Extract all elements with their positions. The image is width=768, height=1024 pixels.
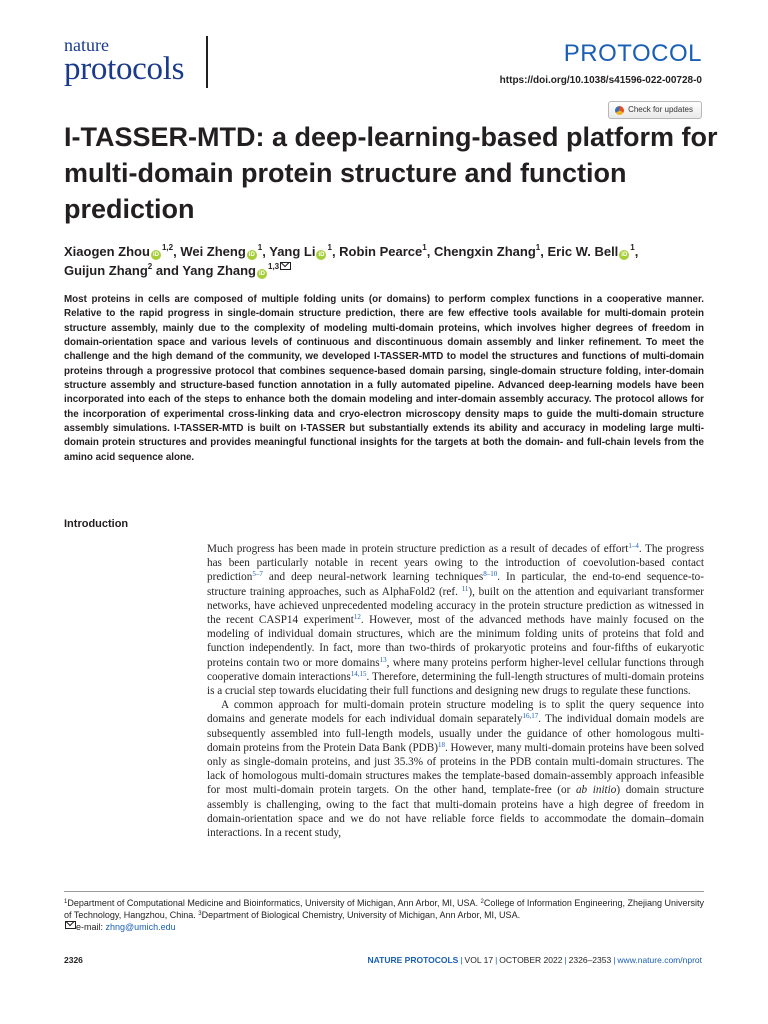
- affiliation-number: 1: [257, 243, 263, 252]
- separator: |: [495, 955, 498, 965]
- text-run: Much progress has been made in protein structure prediction as a result of decades of effort: [207, 543, 629, 555]
- text-run: . However, many multi-domain proteins have been solved only as single-domain proteins, and just 35.3% of proteins in the PDB contain multi-domain structures. The lack of homologous multi-domain structures makes the template-based domain-assembly approach infeasible for most multi-domain protein targets. On the other hand, template-free (or: [207, 741, 704, 797]
- envelope-icon[interactable]: [280, 262, 291, 270]
- text-run: . Therefore, determining the full-length structures of multi-domain proteins is a crucial step towards elucidating their full functions and designing new drugs to regulate these functions.: [207, 670, 704, 698]
- text-run: and deep neural-network learning techniques: [262, 571, 484, 584]
- author-list: Xiaogen Zhou iD$^{1,2}$, Wei Zheng $iD^1$, Yang Li $iD^1$, Robin Pearce$^1$, Chengxin Zhang$^1$, Eric W. Bell $iD^1$, Guijun Zhang$^2$ and Yang Zhang iD$^{1,3}$: [64, 243, 639, 278]
- citation-ref[interactable]: 13: [379, 655, 387, 664]
- citation-ref[interactable]: 14,15: [350, 669, 367, 678]
- volume: VOL 17: [464, 955, 494, 965]
- page-range: 2326–2353: [568, 955, 612, 965]
- text-run: . In particular, the end-to-end sequence-to-structure training approaches, such as AlphaFold2 (ref.: [207, 571, 704, 598]
- issue-date: OCTOBER 2022: [499, 955, 563, 965]
- page-number: 2326: [64, 955, 83, 965]
- journal-url[interactable]: www.nature.com/nprot: [617, 955, 702, 965]
- affiliation-number: 2: [147, 262, 153, 271]
- citation-ref[interactable]: 8–10: [483, 570, 498, 579]
- author-name[interactable]: Yang Li: [269, 244, 316, 259]
- logo-protocols-text: protocols: [64, 51, 185, 87]
- citation-ref[interactable]: 1–4: [628, 542, 639, 550]
- author-name[interactable]: Guijun Zhang: [64, 263, 148, 278]
- check-for-updates-button[interactable]: [608, 101, 702, 119]
- email-label: e-mail:: [76, 922, 106, 933]
- citation-ref[interactable]: 11: [461, 584, 469, 593]
- abstract: Most proteins in cells are composed of multiple folding units (or domains) to perform complex functions in a cooperative manner. Relative to the rapid progress in single-domain structure prediction, there are few effective tools available for multi-domain protein structure assembly, mainly due to the complexity of modeling multi-domain proteins, which involves higher degrees of freedom in domain-orientation space and various levels of continuous and discontinuous domain assembly and linker refinement. To meet the challenge and the high demand of the community, we developed I-TASSER-MTD to model the structures and functions of multi-domain proteins through a progressive protocol that combines sequence-based domain parsing, single-domain structure folding, inter-domain structure assembly and structure-based function annotation in a fully automated pipeline. Advanced deep-learning models have been incorporated into each of the steps to enhance both the domain modeling and inter-domain assembly accuracy. The protocol allows for the incorporation of experimental cross-linking data and cryo-electron microscopy density maps to guide the multi-domain structure assembly simulations. I-TASSER-MTD is built on I-TASSER but substantially extends its ability and accuracy in modeling large multi-domain protein structures and provides meaningful functional insights for the targets at both the domain- and full-chain levels from the amino acid sequence alone.: [64, 294, 704, 463]
- paragraph: [207, 542, 704, 698]
- author-name[interactable]: Xiaogen Zhou: [64, 244, 150, 259]
- citation-ref[interactable]: 5–7: [252, 570, 263, 579]
- citation-ref[interactable]: 18: [437, 740, 445, 749]
- text-run: , where many proteins perform higher-level cellular functions through cooperative domain interactions: [207, 656, 704, 683]
- crossmark-icon: [615, 106, 624, 115]
- aff-number: 3: [198, 911, 202, 918]
- author-name[interactable]: Yang Zhang: [182, 263, 256, 278]
- envelope-icon: [65, 921, 76, 929]
- aff-number: 1: [64, 899, 68, 905]
- separator: |: [460, 955, 463, 965]
- author-name[interactable]: Eric W. Bell: [547, 244, 619, 259]
- separator: |: [564, 955, 567, 965]
- affiliation-number: 1: [630, 243, 635, 252]
- affiliation-number: 1: [535, 243, 541, 252]
- affiliation-number: 1,2: [161, 243, 174, 252]
- affiliation-number: 1: [422, 243, 427, 252]
- citation-ref[interactable]: 12: [353, 613, 361, 622]
- separator: |: [613, 955, 616, 965]
- affiliation: Department of Computational Medicine and Bioinformatics, University of Michigan, Ann Arbor, MI, USA.: [67, 898, 481, 908]
- text-run: . The progress has been particularly notable in recent years owing to the introduction of coevolution-based contact prediction: [207, 543, 704, 584]
- footnote-divider: [64, 891, 704, 892]
- text-run: ), built on the attention and equivariant transformer networks, have achieved unprecedented modeling accuracy in the protein structure prediction as witnessed in the recent CASP14 experiment: [207, 585, 704, 627]
- affiliation: College of Information Engineering, Zhejiang University of Technology, Hangzhou, China.: [64, 898, 704, 921]
- text-run: A common approach for multi-domain protein structure modeling is to split the query sequence into domains and generate models for each individual domain separately: [207, 699, 704, 726]
- text-run: ) domain structure assembly is challenging, owing to the fact that multi-domain proteins have a high degree of freedom in domain-orientation space and we do not have reliable force fields to accommodate the domain–domain interactions. In a recent study,: [207, 784, 704, 840]
- paragraph: [207, 698, 704, 840]
- check-for-updates-label: Check for updates: [628, 105, 693, 114]
- section-heading-introduction: Introduction: [64, 518, 129, 530]
- orcid-icon[interactable]: iD: [259, 271, 265, 277]
- journal-footer: [368, 955, 703, 965]
- aff-number: 2: [480, 899, 484, 905]
- orcid-icon[interactable]: iD: [318, 252, 325, 258]
- doi-link[interactable]: https://doi.org/10.1038/s41596-022-00728-0: [499, 75, 702, 86]
- italic-text: ab initio: [575, 784, 617, 797]
- affiliation: Department of Biological Chemistry, University of Michigan, Ann Arbor, MI, USA.: [201, 910, 521, 921]
- logo-nature-text: nature: [64, 35, 109, 55]
- orcid-icon[interactable]: iD: [621, 252, 628, 258]
- author-name[interactable]: Chengxin Zhang: [433, 244, 536, 259]
- author-name[interactable]: Robin Pearce: [339, 244, 423, 259]
- text-run: . The individual domain models are subsequently assembled into full-length models, usually under the guidance of other homologous multi-domain proteins from the Protein Data Bank (PDB): [207, 713, 704, 754]
- orcid-icon[interactable]: iD: [152, 252, 159, 258]
- journal-logo[interactable]: [64, 36, 208, 88]
- citation-ref[interactable]: 16,17: [522, 712, 539, 721]
- body-text: [207, 542, 704, 840]
- orcid-icon[interactable]: iD: [248, 252, 255, 258]
- affiliations: [64, 897, 704, 934]
- article-type-label: PROTOCOL: [563, 40, 702, 67]
- affiliation-number: 1,3: [268, 262, 280, 271]
- journal-name: NATURE PROTOCOLS: [367, 955, 459, 965]
- affiliation-number: 1: [327, 243, 332, 252]
- article-title: I-TASSER-MTD: a deep-learning-based platform for multi-domain protein structure and function prediction: [64, 122, 718, 224]
- text-run: . However, most of the advanced methods have mainly focused on the modeling of individual domain structures, which are the minimum folding units of proteins that fold and function independently. In fact, more than two-thirds of prokaryotic proteins and four-fifths of eukaryotic proteins contain two or more domains: [207, 614, 704, 669]
- author-name[interactable]: Wei Zheng: [180, 244, 246, 259]
- email-link[interactable]: zhng@umich.edu: [105, 922, 176, 933]
